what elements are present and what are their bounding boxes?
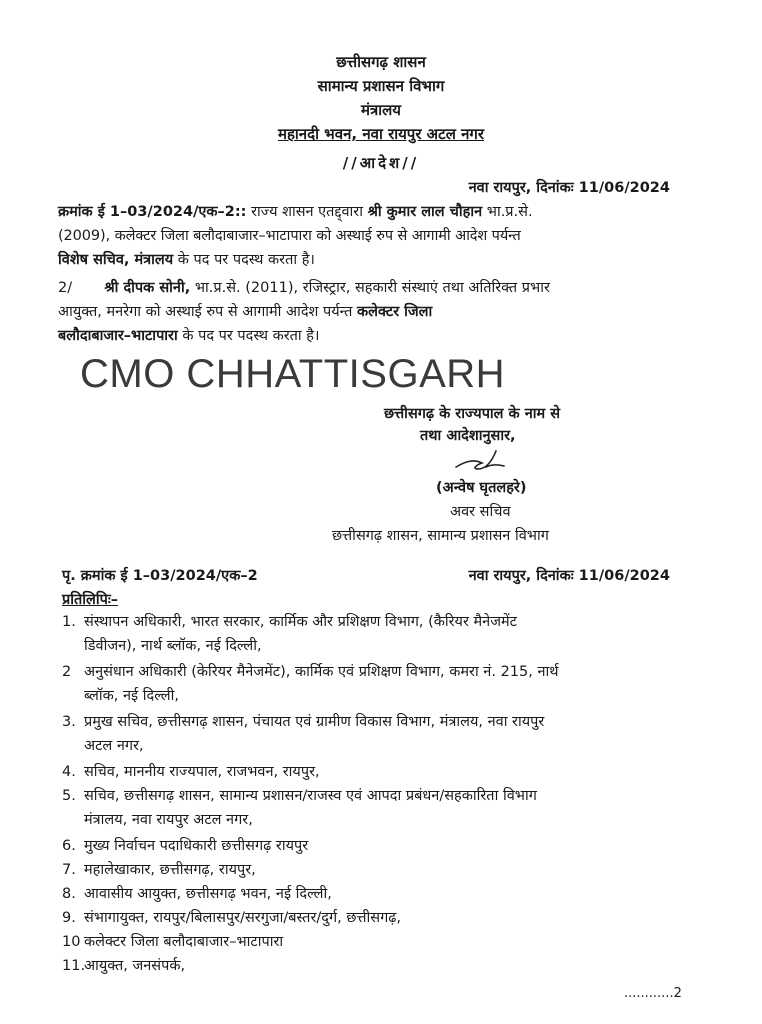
list-item: 7. महालेखाकार, छत्तीसगढ़, रायपुर, (62, 862, 256, 878)
list-item-continuation: अटल नगर, (84, 738, 144, 754)
signatory-name: (अन्वेष घृतलहरे) (436, 480, 527, 496)
list-item-continuation: ब्लॉक, नई दिल्ली, (84, 688, 179, 704)
order-paragraph-2: 2/ श्री दीपक सोनी, भा.प्र.से. (2011), रजिस्ट्रार, सहकारी संस्थाएं तथा अतिरिक्त प्रभार आयुक्त, मनरेगा को अस्थाई रुप से आगामी आदेश पर्यन्त कलेक्टर जिला बलौदाबाजार–भाटापारा के पद पर पदस्थ करता है। (58, 280, 550, 344)
signature-authority-line1: छत्तीसगढ़ के राज्यपाल के नाम से (384, 406, 561, 422)
new-post-2-part1: कलेक्टर जिला (357, 304, 433, 320)
copy-to-label: प्रतिलिपिः– (62, 592, 119, 608)
govt-name: छत्तीसगढ़ शासन (336, 53, 426, 71)
new-post-1: विशेष सचिव, मंत्रालय (58, 252, 174, 268)
officer-name-2: श्री दीपक सोनी, (104, 280, 191, 296)
list-item-continuation: डिवीजन), नार्थ ब्लॉक, नई दिल्ली, (84, 638, 262, 654)
watermark: CMO CHHATTISGARH (80, 352, 506, 396)
list-item: 9. संभागायुक्त, रायपुर/बिलासपुर/सरगुजा/बस्तर/दुर्ग, छत्तीसगढ़, (62, 910, 402, 926)
list-item: 4. सचिव, माननीय राज्यपाल, राजभवन, रायपुर, (62, 764, 320, 780)
list-item-continuation: मंत्रालय, नवा रायपुर अटल नगर, (84, 812, 253, 828)
list-item: 3. प्रमुख सचिव, छत्तीसगढ़ शासन, पंचायत एवं ग्रामीण विकास विभाग, मंत्रालय, नवा रायपुर (62, 714, 545, 730)
list-item: 1. संस्थापन अधिकारी, भारत सरकार, कार्मिक और प्रशिक्षण विभाग, (कैरियर मैनेजमेंट (62, 614, 517, 630)
list-item: 11.आयुक्त, जनसंपर्क, (62, 958, 186, 974)
endorsement-date: नवा रायपुर, दिनांकः 11/06/2024 (468, 568, 670, 584)
order-date: नवा रायपुर, दिनांकः 11/06/2024 (468, 180, 670, 196)
office-address: महानदी भवन, नवा रायपुर अटल नगर (277, 125, 485, 143)
signature-authority-line2: तथा आदेशानुसार, (420, 428, 516, 444)
page-continuation-marker: ............2 (624, 986, 682, 1001)
list-item: 2 अनुसंधान अधिकारी (केरियर मैनेजमेंट), कार्मिक एवं प्रशिक्षण विभाग, कमरा नं. 215, नार्थ (62, 664, 559, 680)
list-item: 6. मुख्य निर्वाचन पदाधिकारी छत्तीसगढ़ रायपुर (62, 838, 309, 854)
signatory-office: छत्तीसगढ़ शासन, सामान्य प्रशासन विभाग (332, 528, 549, 544)
officer-name-1: श्री कुमार लाल चौहान (367, 204, 483, 220)
order-reference: क्रमांक ई 1–03/2024/एक–2:: (58, 204, 247, 220)
order-paragraph-1: क्रमांक ई 1–03/2024/एक–2:: राज्य शासन एतद्द्वारा श्री कुमार लाल चौहान भा.प्र.से. (2009), कलेक्टर जिला बलौदाबाजार–भाटापारा को अस्थाई रुप से आगामी आदेश पर्यन्त विशेष सचिव, मंत्रालय के पद पर पदस्थ करता है। (58, 204, 533, 268)
handwritten-signature (452, 447, 512, 477)
signatory-designation: अवर सचिव (450, 504, 511, 520)
ministry-name: मंत्रालय (360, 101, 401, 119)
new-post-2-part2: बलौदाबाजार–भाटापारा (58, 328, 178, 344)
list-item: 8. आवासीय आयुक्त, छत्तीसगढ़ भवन, नई दिल्ली, (62, 886, 332, 902)
list-item: 5. सचिव, छत्तीसगढ़ शासन, सामान्य प्रशासन/राजस्व एवं आपदा प्रबंधन/सहकारिता विभाग (62, 788, 537, 804)
order-title: //आदेश// (342, 154, 420, 172)
department-name: सामान्य प्रशासन विभाग (317, 77, 445, 95)
list-item: 10 कलेक्टर जिला बलौदाबाजार–भाटापारा (62, 934, 284, 950)
endorsement-reference: पृ. क्रमांक ई 1–03/2024/एक–2 (62, 568, 258, 584)
